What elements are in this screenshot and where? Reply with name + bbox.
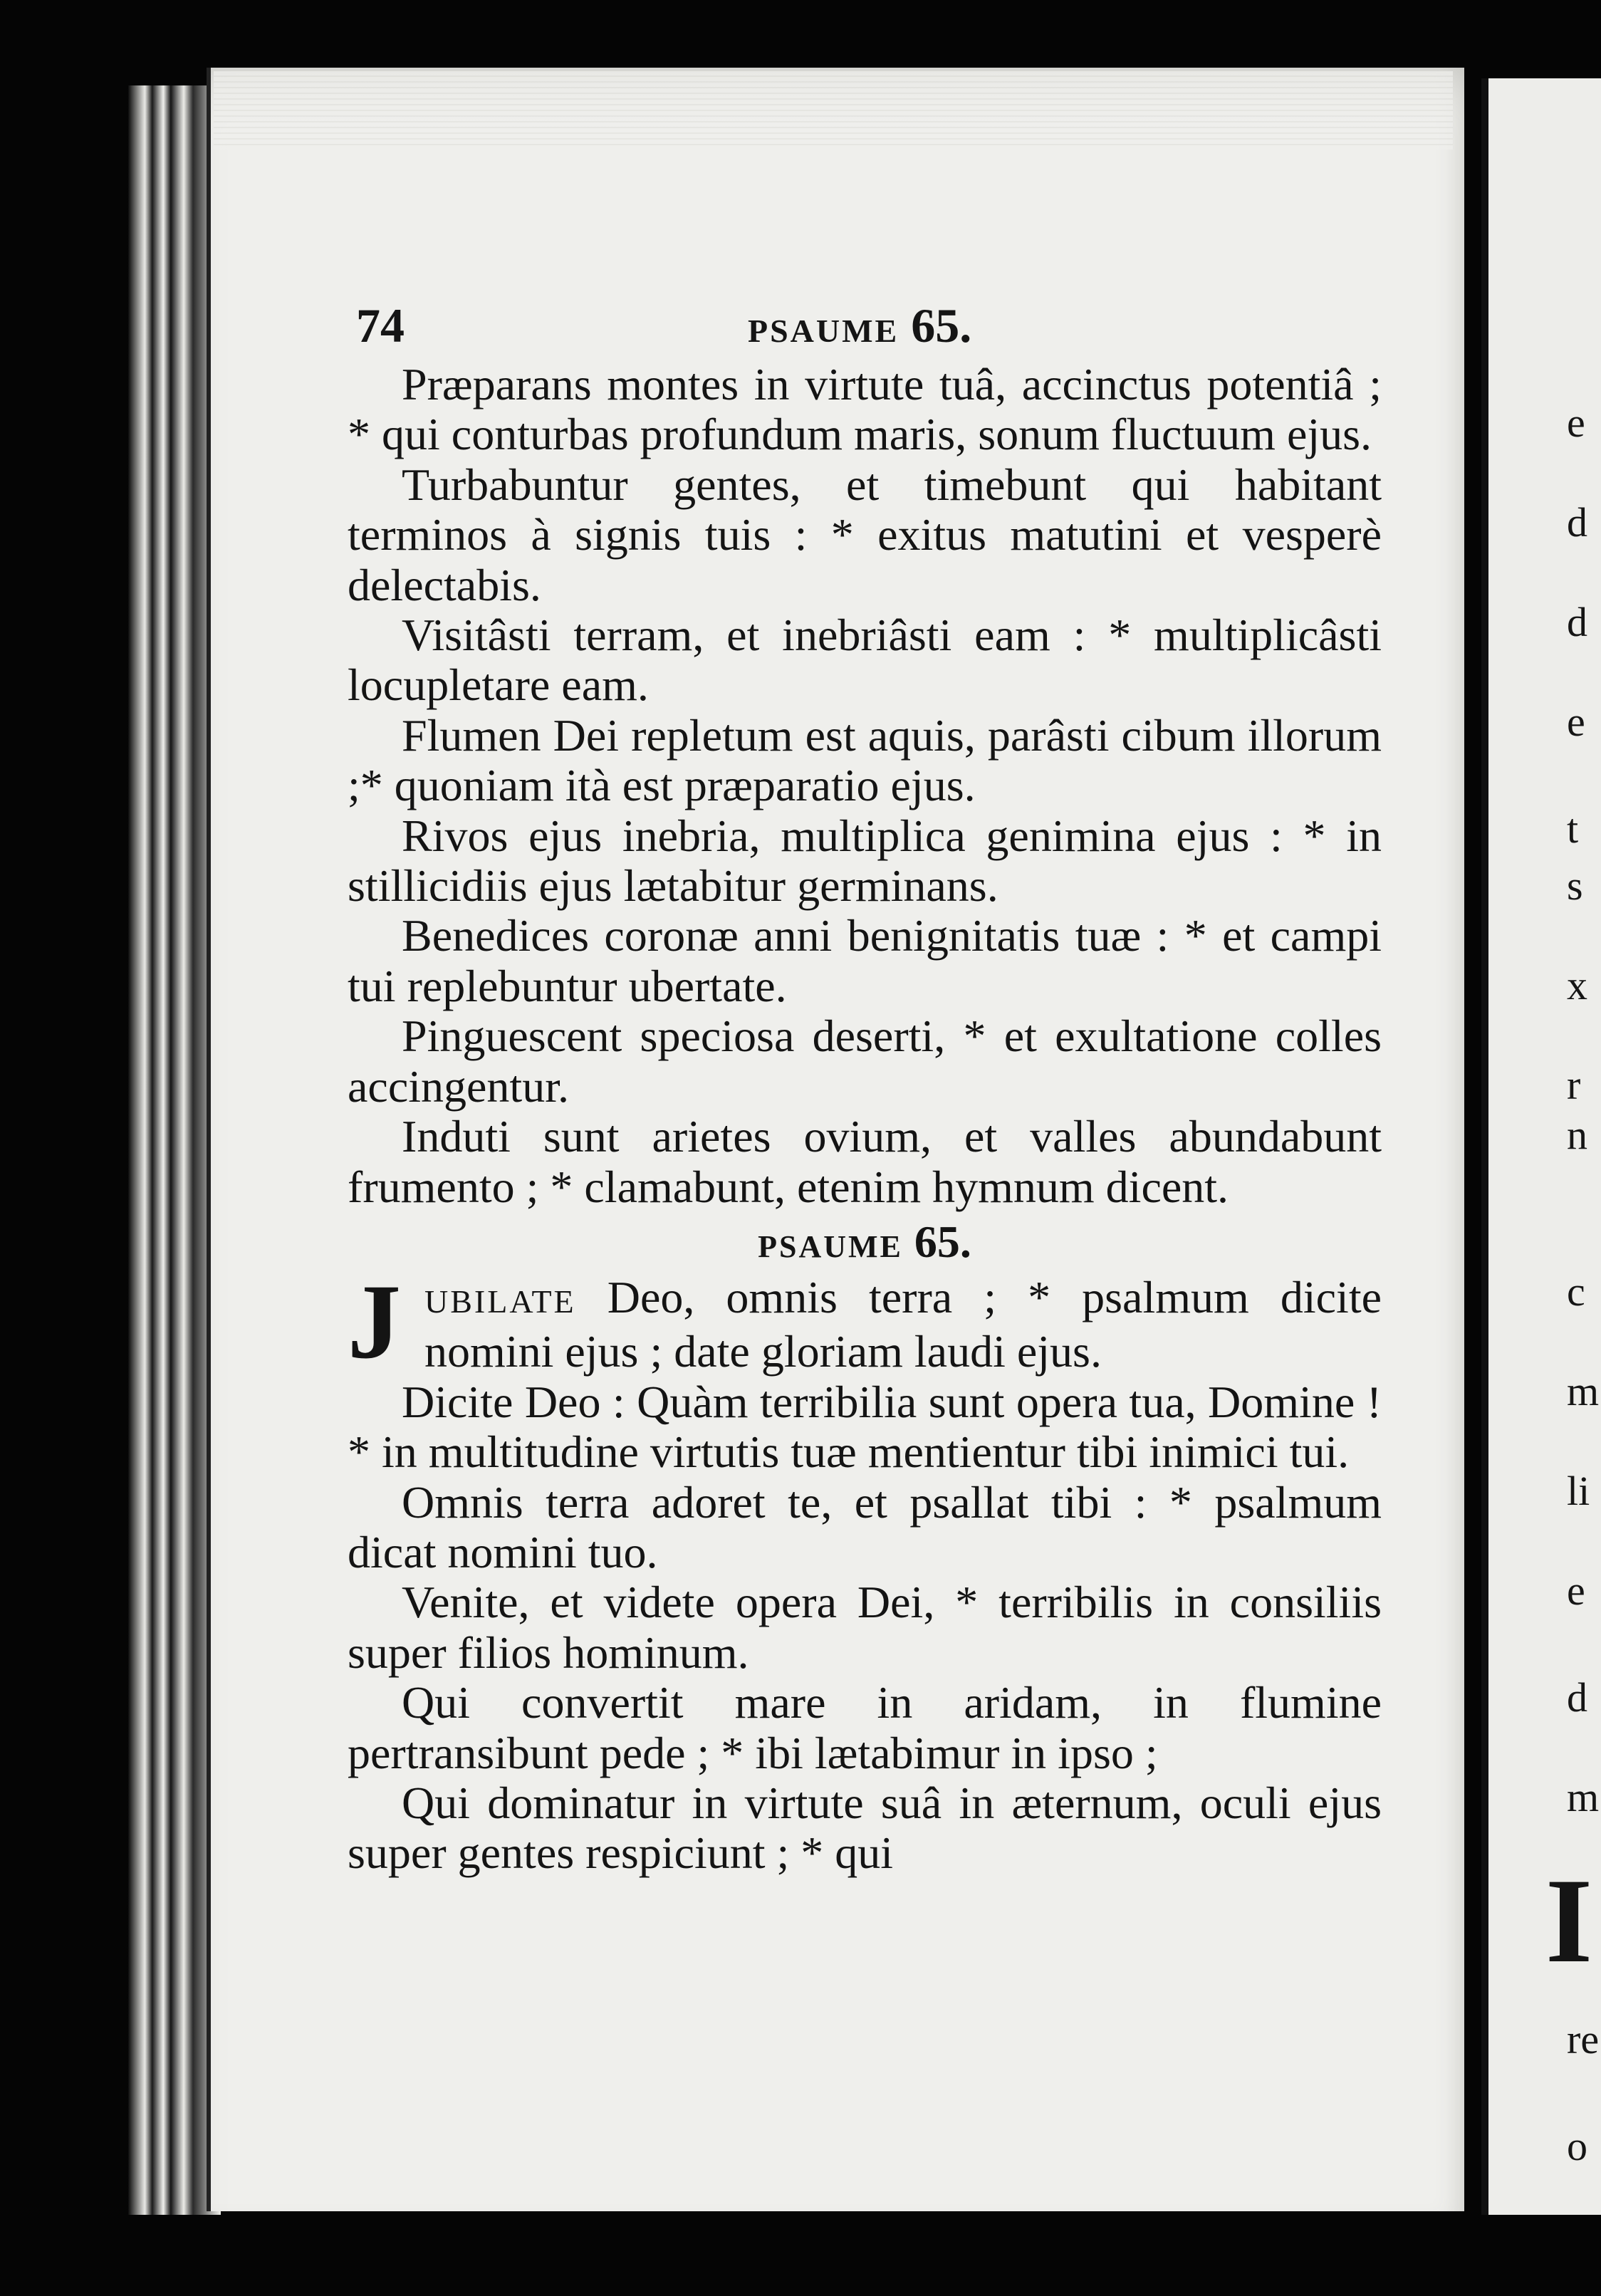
right-page-letter: c xyxy=(1567,1268,1585,1315)
right-page-letter: s xyxy=(1567,862,1583,909)
verse: Omnis terra adoret te, et psallat tibi : * psalmum dicat nomini tuo. xyxy=(348,1476,1382,1577)
opening-lead-word: UBILATE xyxy=(424,1283,576,1320)
right-page-letter: t xyxy=(1567,805,1579,852)
right-page-letter: re xyxy=(1567,2016,1600,2062)
psalm-heading xyxy=(348,1218,1382,1271)
drop-cap: J xyxy=(348,1262,401,1381)
psalm-text xyxy=(348,360,1382,1879)
right-page-letter: d xyxy=(1567,1674,1587,1721)
right-page-letter: e xyxy=(1567,400,1585,446)
page-number: 74 xyxy=(356,298,405,353)
running-head-number: 65. xyxy=(911,298,972,353)
right-page-letter: d xyxy=(1567,599,1587,645)
right-page-letter: e xyxy=(1567,1567,1585,1614)
verse: Qui convertit mare in aridam, in flumine pertransibunt pede ; * ibi lætabimur in ipso ; xyxy=(348,1677,1382,1778)
right-page-letter: e xyxy=(1567,699,1585,745)
verse: Flumen Dei repletum est aquis, parâsti cibum illorum ;* quoniam ità est præparatio ejus. xyxy=(348,709,1382,811)
verse: Rivos ejus inebria, multiplica genimina ejus : * in stillicidiis ejus lætabitur germinans. xyxy=(348,810,1382,912)
page-header xyxy=(349,298,1382,355)
right-page-letter: m xyxy=(1567,1368,1600,1414)
psalm-opening xyxy=(348,1262,1382,1381)
verse: Benedices coronæ anni benignitatis tuæ : * et campi tui replebuntur ubertate. xyxy=(348,910,1382,1011)
opening-verse xyxy=(424,1273,1382,1377)
opening-rest: Deo, omnis terra ; * psalmum dicite nomini ejus ; date gloriam laudi ejus. xyxy=(424,1271,1382,1377)
page-edge-stain xyxy=(214,71,1453,150)
verse: Turbabuntur gentes, et timebunt qui habitant terminos à signis tuis : * exitus matutini et vesperè delectabis. xyxy=(348,459,1382,610)
running-head-word: PSAUME xyxy=(748,313,899,349)
right-page-letter: n xyxy=(1567,1112,1587,1158)
right-page-letter: li xyxy=(1567,1468,1590,1514)
verse: Induti sunt arietes ovium, et valles abundabunt frumento ; * clamabunt, etenim hymnum dicent. xyxy=(348,1111,1382,1212)
psalm-heading-word: PSAUME xyxy=(758,1228,903,1264)
right-page-letter: m xyxy=(1567,1774,1600,1820)
psalm-heading-number: 65. xyxy=(914,1216,971,1267)
right-page-letter: x xyxy=(1567,962,1587,1008)
right-page-letter: I xyxy=(1545,1854,1593,1988)
verse: Dicite Deo : Quàm terribilia sunt opera tua, Domine ! * in multitudine virtutis tuæ mentientur tibi inimici tui. xyxy=(348,1376,1382,1478)
verse: Venite, et videte opera Dei, * terribilis in consiliis super filios hominum. xyxy=(348,1577,1382,1678)
running-head xyxy=(748,298,971,354)
right-page-letter: r xyxy=(1567,1062,1581,1108)
verse: Pinguescent speciosa deserti, * et exultatione colles accingentur. xyxy=(348,1011,1382,1112)
verse: Visitâsti terram, et inebriâsti eam : * multiplicâsti locupletare eam. xyxy=(348,610,1382,711)
verse: Qui dominatur in virtute suâ in æternum, oculi ejus super gentes respiciunt ; * qui xyxy=(348,1777,1382,1879)
verse: Præparans montes in virtute tuâ, accinctus potentiâ ; * qui conturbas profundum maris, sonum fluctuum ejus. xyxy=(348,359,1382,460)
right-page-letter: o xyxy=(1567,2123,1587,2169)
right-page-letter: d xyxy=(1567,499,1587,546)
